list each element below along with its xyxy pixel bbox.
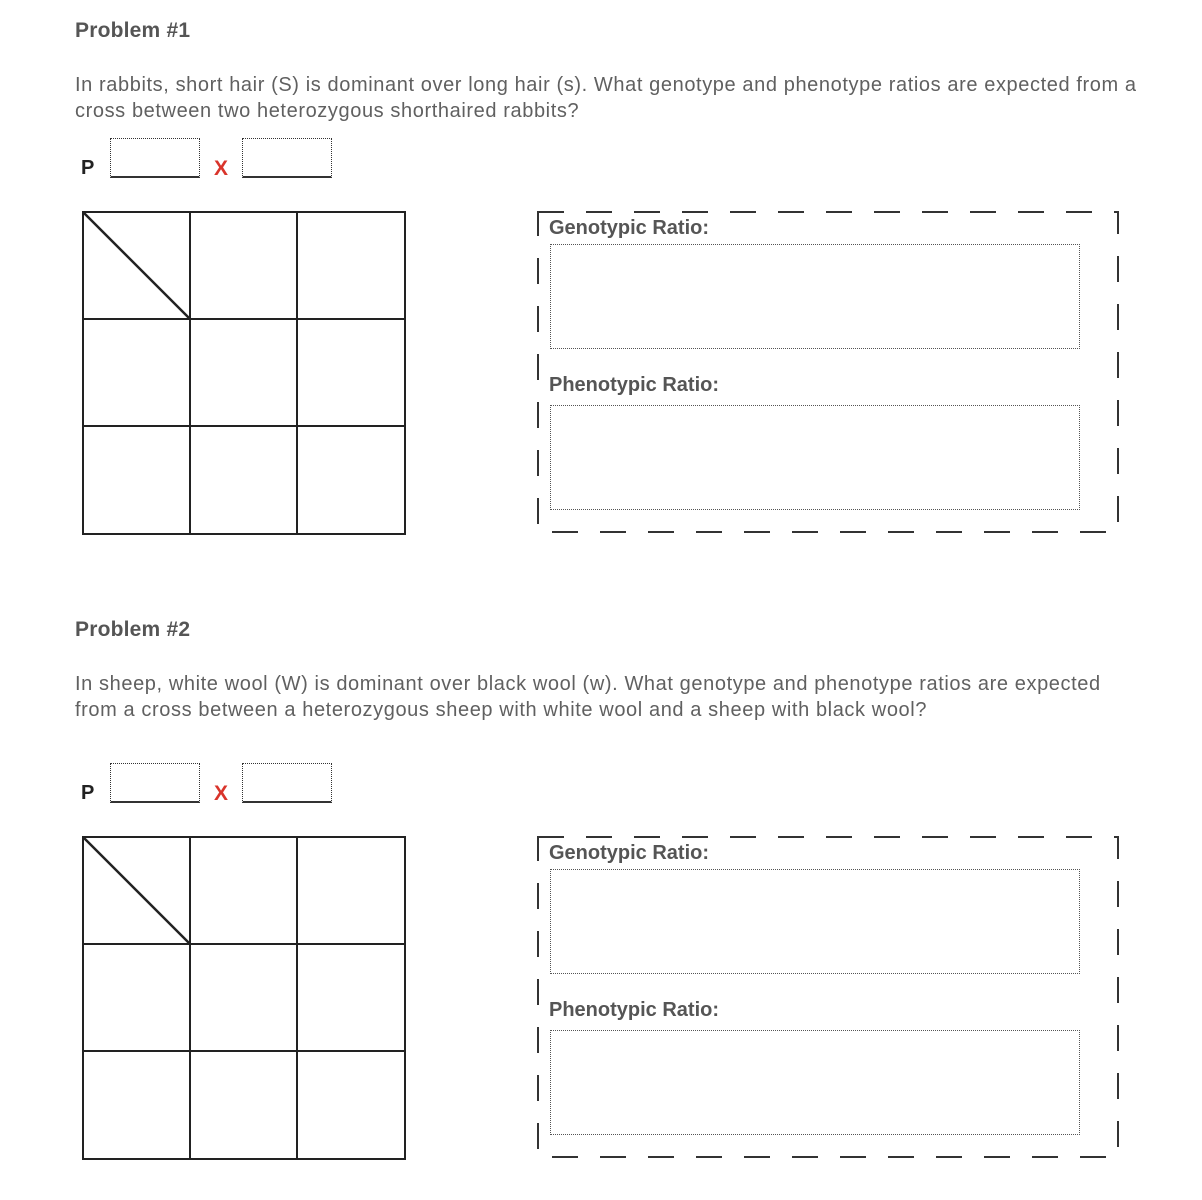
punnett-cell-offspring-2-1[interactable]: [192, 1053, 295, 1157]
ratio-panel: [537, 836, 1119, 1158]
phenotypic-ratio-label: Phenotypic Ratio:: [549, 374, 720, 396]
punnett-cell-allele-top-2[interactable]: [299, 214, 403, 317]
genotypic-ratio-label: Genotypic Ratio:: [549, 217, 710, 239]
parent-2-input[interactable]: [242, 138, 332, 178]
punnett-cell-offspring-2-2[interactable]: [299, 1053, 403, 1157]
problem-title: Problem #1: [75, 19, 191, 42]
punnett-cell-allele-left-2[interactable]: [85, 428, 188, 532]
parent-1-input[interactable]: [110, 138, 200, 178]
parent-generation-label: P: [81, 782, 95, 804]
genotypic-ratio-input[interactable]: [550, 244, 1080, 349]
punnett-cell-offspring-1-1[interactable]: [192, 946, 295, 1049]
problem-text: In sheep, white wool (W) is dominant over black wool (w). What genotype and phenotype ratios are expected from a cross between a heterozygous sheep with white wool and a sheep with black wool?: [75, 673, 1101, 721]
problem-text: In rabbits, short hair (S) is dominant over long hair (s). What genotype and phenotype ratios are expected from a cross between two heterozygous shorthaired rabbits?: [75, 74, 1137, 122]
genotypic-ratio-input[interactable]: [550, 869, 1080, 974]
punnett-cell-allele-left-1[interactable]: [85, 321, 188, 424]
cross-symbol: X: [214, 782, 229, 805]
punnett-cell-allele-top-1[interactable]: [192, 214, 295, 317]
punnett-square: [82, 836, 406, 1160]
punnett-cell-offspring-1-2[interactable]: [299, 321, 403, 424]
punnett-cell-offspring-2-1[interactable]: [192, 428, 295, 532]
punnett-square: [82, 211, 406, 535]
phenotypic-ratio-input[interactable]: [550, 1030, 1080, 1135]
ratio-panel: [537, 211, 1119, 533]
problem-title: Problem #2: [75, 618, 191, 641]
punnett-cell-offspring-1-2[interactable]: [299, 946, 403, 1049]
phenotypic-ratio-input[interactable]: [550, 405, 1080, 510]
genotypic-ratio-label: Genotypic Ratio:: [549, 842, 710, 864]
punnett-cell-allele-left-2[interactable]: [85, 1053, 188, 1157]
punnett-cell-offspring-1-1[interactable]: [192, 321, 295, 424]
parent-1-input[interactable]: [110, 763, 200, 803]
phenotypic-ratio-label: Phenotypic Ratio:: [549, 999, 720, 1021]
cross-symbol: X: [214, 157, 229, 180]
parent-generation-label: P: [81, 157, 95, 179]
parent-2-input[interactable]: [242, 763, 332, 803]
punnett-cell-allele-left-1[interactable]: [85, 946, 188, 1049]
punnett-cell-offspring-2-2[interactable]: [299, 428, 403, 532]
punnett-cell-allele-top-2[interactable]: [299, 839, 403, 942]
punnett-cell-allele-top-1[interactable]: [192, 839, 295, 942]
